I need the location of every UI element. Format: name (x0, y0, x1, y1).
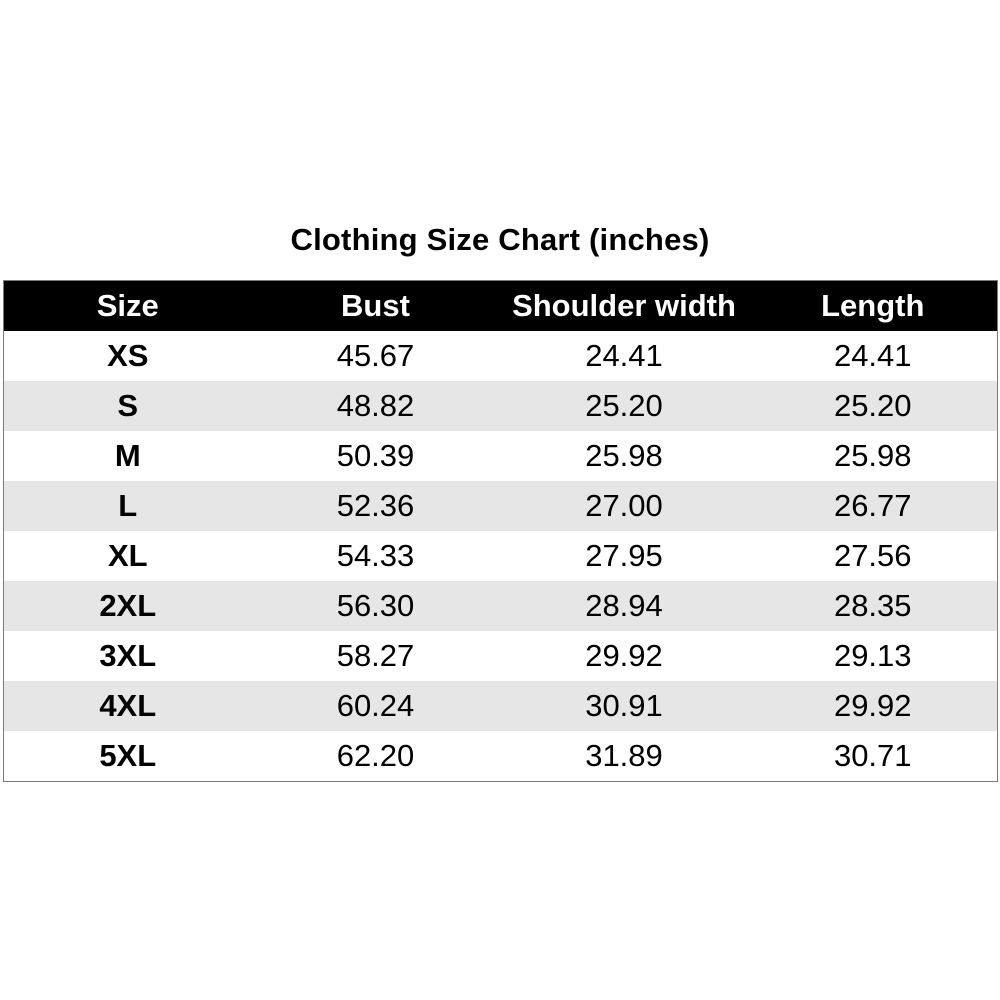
shoulder-width-cell: 25.20 (585, 388, 663, 423)
size-cell: 4XL (99, 688, 157, 723)
length-cell: 29.13 (833, 638, 912, 673)
table-row (4, 331, 998, 381)
shoulder-width-cell: 27.95 (585, 538, 663, 573)
bust-cell: 54.33 (336, 538, 415, 573)
table-row (4, 731, 998, 782)
shoulder-width-cell: 28.94 (585, 588, 663, 623)
table-row (4, 581, 998, 631)
size-cell: XL (107, 538, 148, 573)
page-title: Clothing Size Chart (inches) (290, 222, 710, 257)
table-header (4, 281, 998, 332)
table-row (4, 481, 998, 531)
table-row (4, 531, 998, 581)
table-row (4, 681, 998, 731)
length-cell: 25.20 (833, 388, 912, 423)
shoulder-width-cell: 27.00 (585, 488, 663, 523)
column-header-bust: Bust (341, 288, 410, 323)
table-row (4, 381, 998, 431)
shoulder-width-cell: 30.91 (585, 688, 663, 723)
size-cell: XS (107, 338, 149, 373)
table-body (4, 331, 998, 782)
bust-cell: 62.20 (336, 738, 415, 773)
length-cell: 28.35 (833, 588, 912, 623)
column-header-length: Length (821, 288, 925, 323)
length-cell: 27.56 (833, 538, 912, 573)
shoulder-width-cell: 31.89 (585, 738, 663, 773)
size-cell: L (118, 488, 138, 523)
bust-cell: 58.27 (336, 638, 415, 673)
length-cell: 29.92 (833, 688, 912, 723)
size-cell: M (114, 438, 141, 473)
bust-cell: 45.67 (336, 338, 415, 373)
bust-cell: 56.30 (336, 588, 415, 623)
column-header-size: Size (96, 288, 159, 323)
length-cell: 25.98 (833, 438, 912, 473)
bust-cell: 60.24 (336, 688, 415, 723)
table-row (4, 431, 998, 481)
size-cell: 5XL (99, 738, 157, 773)
size-cell: S (117, 388, 139, 423)
size-chart-table (3, 280, 998, 782)
shoulder-width-cell: 24.41 (585, 338, 663, 373)
shoulder-width-cell: 29.92 (585, 638, 663, 673)
length-cell: 26.77 (833, 488, 912, 523)
bust-cell: 48.82 (336, 388, 415, 423)
column-header-shoulder-width: Shoulder width (512, 288, 736, 323)
shoulder-width-cell: 25.98 (585, 438, 663, 473)
bust-cell: 52.36 (336, 488, 415, 523)
size-cell: 2XL (99, 588, 157, 623)
table-row (4, 631, 998, 681)
size-cell: 3XL (99, 638, 157, 673)
bust-cell: 50.39 (336, 438, 415, 473)
length-cell: 30.71 (833, 738, 912, 773)
length-cell: 24.41 (833, 338, 912, 373)
header-row (4, 281, 998, 332)
